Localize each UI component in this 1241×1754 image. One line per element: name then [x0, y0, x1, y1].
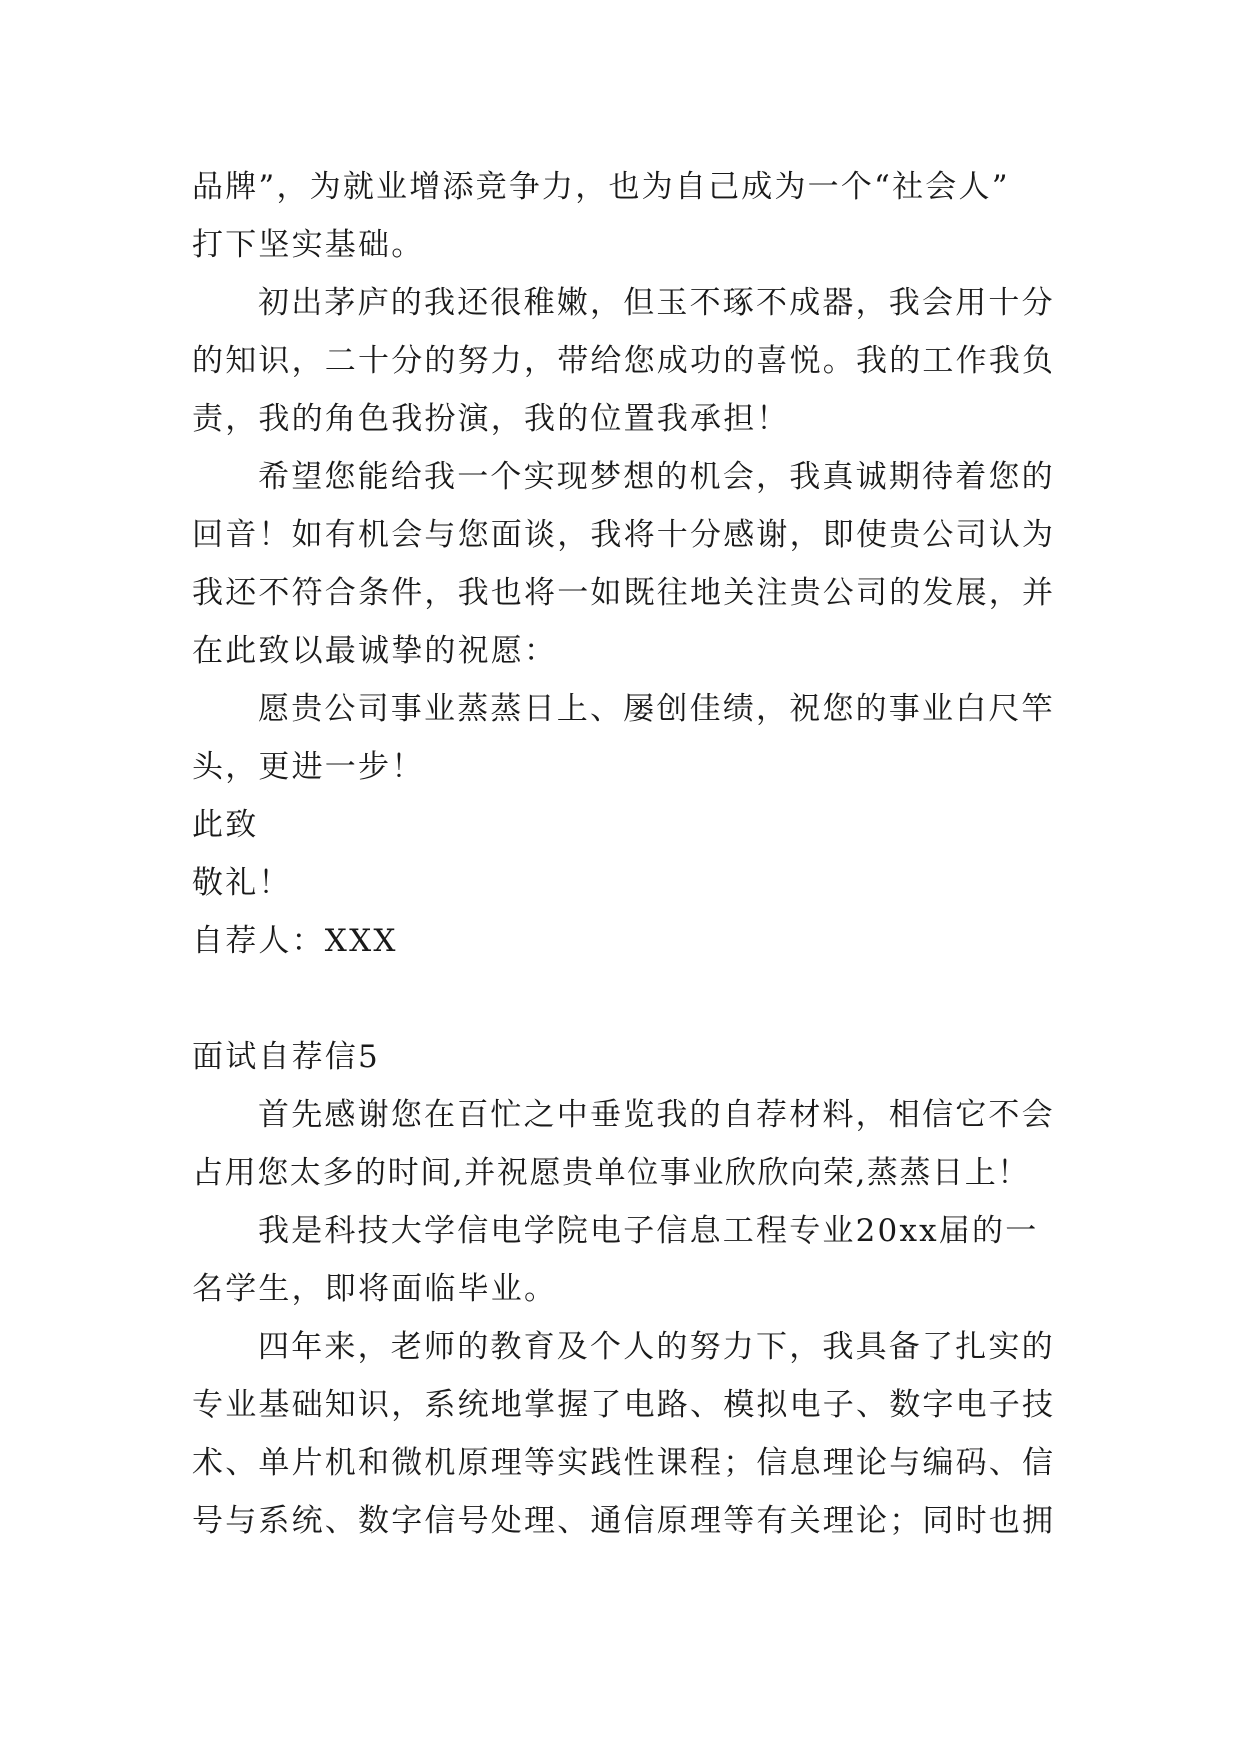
paragraph-line: 愿贵公司事业蒸蒸日上、屡创佳绩，祝您的事业白尺竿: [258, 691, 1055, 727]
text-line: 的知识，二十分的努力，带给您成功的喜悦。我的工作我负: [192, 343, 1056, 379]
salutation-line: 敬礼！: [192, 865, 292, 901]
text-line: 品牌”，为就业增添竞争力，也为自己成为一个“社会人”: [192, 169, 1010, 205]
document-page: [192, 158, 1056, 1550]
paragraph-line: 四年来，老师的教育及个人的努力下，我具备了扎实的: [258, 1329, 1055, 1365]
paragraph-line: 希望您能给我一个实现梦想的机会，我真诚期待着您的: [258, 459, 1055, 495]
text-line: 术、单片机和微机原理等实践性课程；信息理论与编码、信: [192, 1445, 1056, 1481]
text-line: 我还不符合条件，我也将一如既往地关注贵公司的发展，并: [192, 575, 1056, 611]
text-line: 号与系统、数字信号处理、通信原理等有关理论；同时也拥: [192, 1503, 1056, 1539]
paragraph-line: 初出茅庐的我还很稚嫩，但玉不琢不成器，我会用十分: [258, 285, 1055, 321]
text-line: 专业基础知识，系统地掌握了电路、模拟电子、数字电子技: [192, 1387, 1056, 1423]
paragraph-line: 首先感谢您在百忙之中垂览我的自荐材料，相信它不会: [258, 1097, 1055, 1133]
section-spacer: [192, 970, 1052, 1028]
signature-line: 自荐人：XXX: [192, 923, 398, 959]
text-line: 名学生，即将面临毕业。: [192, 1271, 558, 1307]
text-line: 在此致以最诚挚的祝愿：: [192, 633, 558, 669]
text-line: 头，更进一步！: [192, 749, 425, 785]
text-line: 占用您太多的时间,并祝愿贵单位事业欣欣向荣,蒸蒸日上！: [192, 1155, 1030, 1191]
text-line: 打下坚实基础。: [192, 227, 425, 263]
closing-line: 此致: [192, 807, 259, 843]
paragraph-line: 我是科技大学信电学院电子信息工程专业20xx届的一: [258, 1213, 1039, 1249]
text-line: 回音！如有机会与您面谈，我将十分感谢，即使贵公司认为: [192, 517, 1056, 553]
text-line: 责，我的角色我扮演，我的位置我承担！: [192, 401, 790, 437]
section-title: 面试自荐信5: [192, 1039, 380, 1075]
